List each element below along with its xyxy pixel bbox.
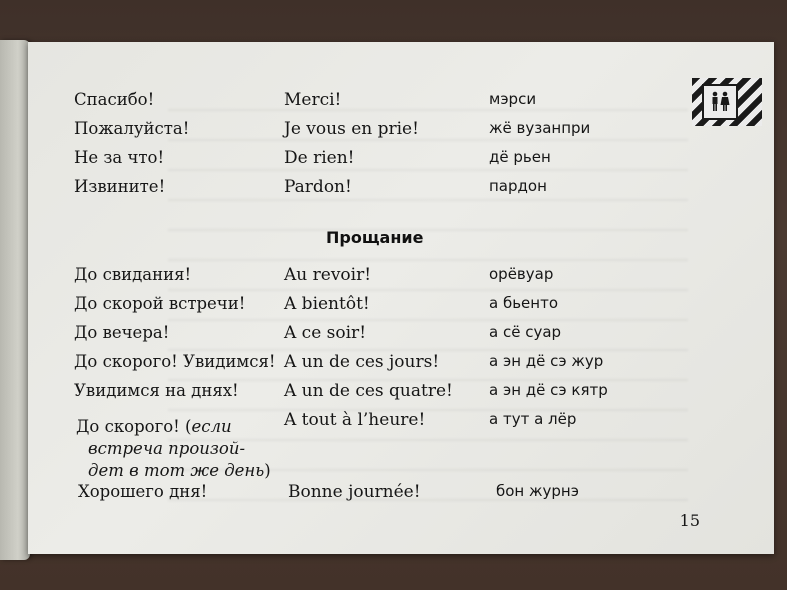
- phrase-row: [28, 410, 774, 436]
- transcription: бон журнэ: [496, 482, 579, 500]
- phrase-row: [28, 148, 774, 174]
- russian-phrase: До скорой встречи!: [74, 294, 246, 313]
- french-phrase: Au revoir!: [284, 265, 372, 285]
- french-phrase: Merci!: [284, 90, 342, 110]
- transcription: а эн дё сэ жур: [489, 352, 604, 370]
- phrase-note: если: [191, 417, 232, 436]
- russian-phrase: Извините!: [74, 177, 166, 196]
- transcription: мэрси: [489, 90, 537, 108]
- russian-phrase: Пожалуйста!: [74, 119, 190, 138]
- phrase-row: [28, 482, 774, 508]
- section-heading: Прощание: [326, 228, 424, 247]
- transcription: а эн дё сэ кятр: [489, 381, 608, 399]
- french-phrase: De rien!: [284, 148, 355, 168]
- phrase-row: [28, 90, 774, 116]
- phrase-row: [28, 352, 774, 378]
- phrase-row: [28, 294, 774, 320]
- book-page: [28, 42, 774, 554]
- transcription: а бьенто: [489, 294, 559, 312]
- phrase-text: ): [264, 461, 271, 480]
- phrase-note: встреча произой-: [88, 439, 246, 458]
- russian-phrase: Спасибо!: [74, 90, 155, 109]
- russian-phrase: Хорошего дня!: [78, 482, 208, 501]
- french-phrase: A tout à l’heure!: [284, 410, 426, 430]
- french-phrase: A un de ces quatre!: [284, 381, 453, 401]
- russian-phrase: До свидания!: [74, 265, 192, 284]
- phrase-row: [28, 177, 774, 203]
- phrase-row: [28, 323, 774, 349]
- french-phrase: A bientôt!: [284, 294, 370, 314]
- french-phrase: Pardon!: [284, 177, 352, 197]
- french-phrase: A un de ces jours!: [284, 352, 440, 372]
- french-phrase: Je vous en prie!: [284, 119, 419, 139]
- phrase-row: [28, 119, 774, 145]
- left-page-edge: [0, 40, 30, 560]
- russian-phrase: До скорого! Увидимся!: [74, 352, 276, 371]
- french-phrase: A ce soir!: [284, 323, 367, 343]
- phrase-row: [28, 265, 774, 291]
- russian-phrase: Не за что!: [74, 148, 165, 167]
- russian-phrase: Увидимся на днях!: [74, 381, 239, 400]
- russian-phrase: До вечера!: [74, 323, 170, 342]
- phrase-text: До скорого! (: [76, 417, 192, 436]
- page-number: 15: [679, 511, 700, 530]
- phrase-row: [28, 381, 774, 407]
- transcription: жё вузанпри: [489, 119, 591, 137]
- transcription: а сё суар: [489, 323, 562, 341]
- transcription: пардон: [489, 177, 547, 195]
- phrase-note: дет в тот же день: [88, 461, 265, 480]
- french-phrase: Bonne journée!: [288, 482, 421, 502]
- transcription: дё рьен: [489, 148, 551, 166]
- transcription: орёвуар: [489, 265, 554, 283]
- transcription: а тут а лёр: [489, 410, 577, 428]
